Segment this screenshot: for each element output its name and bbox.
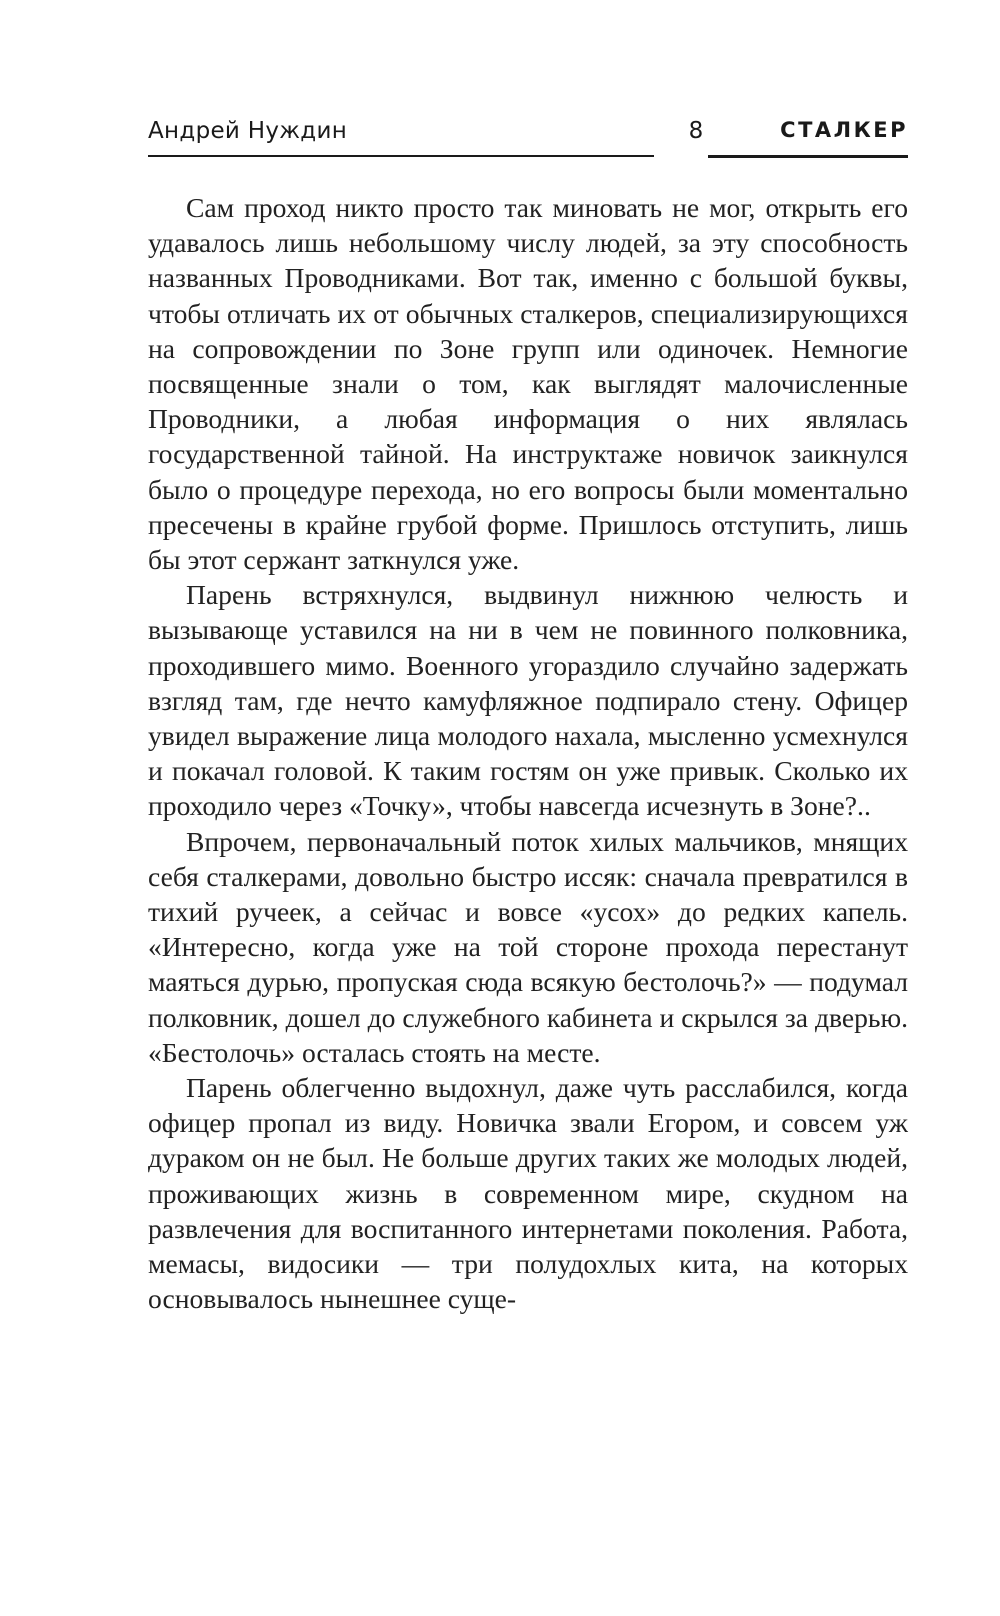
paragraph: Парень встряхнулся, выдвинул нижнюю челюсть и вызывающе уставился на ни в чем не повинного полковника, проходившего мимо. Военного угораздило случайно задержать взгляд там, где нечто камуфляжное подпирало стену. Офицер увидел выражение лица молодого нахала, мысленно усмехнулся и покачал головой. К таким гостям он уже привык. Сколько их проходило через «Точку», чтобы навсегда исчезнуть в Зоне?.. — [148, 579, 908, 822]
paragraph: Впрочем, первоначальный поток хилых мальчиков, мнящих себя сталкерами, довольно быстро иссяк: сначала превратился в тихий ручеек, а сейчас и вовсе «усох» до редких капель. «Интересно, когда уже на той стороне прохода перестанут маяться дурью, пропуская сюда всякую бестолочь?» — подумал полковник, дошел до служебного кабинета и скрылся за дверью. «Бестолочь» осталась стоять на месте. — [148, 825, 908, 1068]
paragraph: Парень облегченно выдохнул, даже чуть расслабился, когда офицер пропал из виду. Новичка звали Егором, и совсем уж дураком он не был. Не больше других таких же молодых людей, проживающих жизнь в современном мире, скудном на развлечения для воспитанного интернетами поколения. Работа, мемасы, видосики — три полудохлых кита, на которых основывалось нынешнее суще- — [148, 1072, 908, 1315]
header-rule-left — [148, 155, 654, 157]
body-text — [148, 190, 908, 1317]
page-number: 8 — [688, 118, 704, 144]
header-series-title: СТАЛКЕР — [780, 118, 908, 142]
running-header — [148, 118, 908, 158]
header-rule-right — [708, 155, 908, 158]
paragraph: Сам проход никто просто так миновать не мог, открыть его удавалось лишь небольшому числу людей, за эту способность названных Проводниками. Вот так, именно с большой буквы, чтобы отличать их от обычных сталкеров, специализирующихся на сопровождении по Зоне групп или одиночек. Немногие посвященные знали о том, как выглядят малочисленные Проводники, а любая информация о них являлась государственной тайной. На инструктаже новичок заикнулся было о процедуре перехода, но его вопросы были моментально пресечены в крайне грубой форме. Пришлось отступить, лишь бы этот сержант заткнулся уже. — [148, 192, 908, 576]
header-author: Андрей Нуждин — [148, 118, 348, 144]
